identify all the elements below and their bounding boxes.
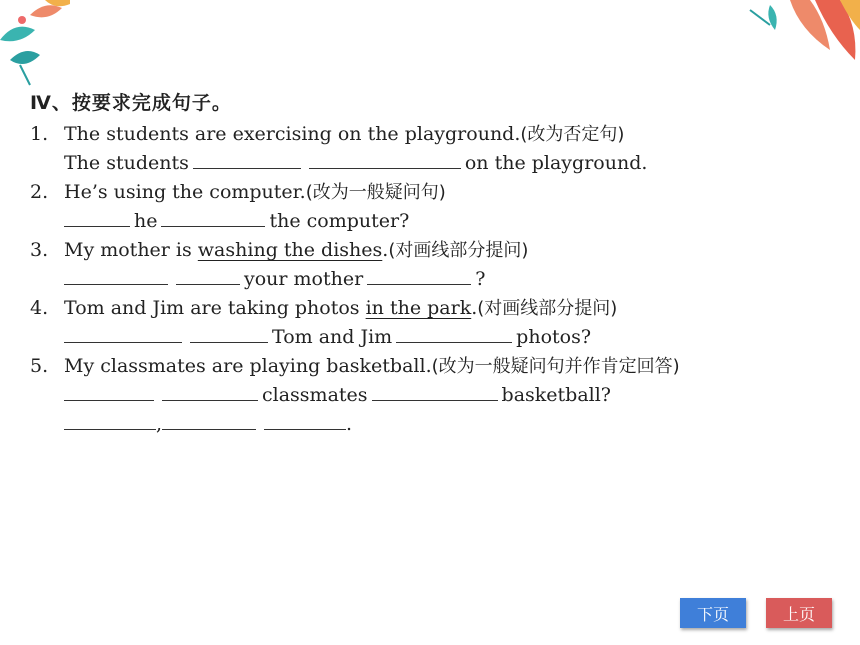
- answer-blank[interactable]: [367, 266, 471, 285]
- question-sentence-end: .: [471, 297, 478, 319]
- answer-blank[interactable]: [64, 324, 182, 343]
- question-5: [30, 352, 840, 381]
- question-number: 4.: [30, 297, 49, 319]
- answer-blank[interactable]: [372, 382, 498, 401]
- underlined-phrase: washing the dishes: [197, 239, 383, 261]
- question-sentence: My mother is: [64, 239, 198, 261]
- question-2: [30, 178, 840, 207]
- section-title: Ⅳ、按要求完成句子。: [30, 92, 232, 114]
- answer-text: on the playground.: [464, 152, 648, 174]
- answer-blank[interactable]: [64, 208, 130, 227]
- reply-line-5: [30, 410, 840, 439]
- answer-blank[interactable]: [162, 382, 258, 401]
- underlined-phrase: in the park: [365, 297, 472, 319]
- leaf-decoration-right: [730, 0, 860, 70]
- answer-blank[interactable]: [190, 324, 268, 343]
- reply-end: .: [346, 413, 353, 435]
- question-instruction: (对画线部分提问): [388, 240, 529, 261]
- question-number: 1.: [30, 123, 49, 145]
- answer-text: The students: [64, 152, 189, 174]
- question-sentence-end: .: [382, 239, 389, 261]
- exercise-section: [30, 90, 840, 439]
- answer-text: basketball?: [501, 384, 611, 406]
- answer-text: he: [134, 210, 158, 232]
- answer-text: the computer?: [269, 210, 410, 232]
- question-instruction: (改为一般疑问句): [305, 182, 446, 203]
- answer-blank[interactable]: [309, 150, 461, 169]
- answer-line-2: [30, 207, 840, 236]
- answer-blank[interactable]: [64, 411, 156, 430]
- answer-line-5: [30, 381, 840, 410]
- answer-text: classmates: [262, 384, 368, 406]
- question-number: 5.: [30, 355, 49, 377]
- question-sentence: Tom and Jim are taking photos: [64, 297, 366, 319]
- answer-blank[interactable]: [64, 382, 154, 401]
- answer-blank[interactable]: [396, 324, 512, 343]
- answer-blank[interactable]: [264, 411, 346, 430]
- answer-text: ?: [475, 268, 486, 290]
- answer-text: your mother: [244, 268, 364, 290]
- answer-blank[interactable]: [193, 150, 301, 169]
- leaf-decoration-left: [0, 0, 90, 90]
- question-4: [30, 294, 840, 323]
- question-3: [30, 236, 840, 265]
- previous-page-button[interactable]: 上页: [766, 598, 832, 628]
- answer-blank[interactable]: [162, 411, 256, 430]
- question-sentence: My classmates are playing basketball.: [64, 355, 432, 377]
- reply-separator: ,: [156, 413, 163, 435]
- answer-line-3: [30, 265, 840, 294]
- answer-line-1: [30, 149, 840, 178]
- answer-line-4: [30, 323, 840, 352]
- question-1: [30, 120, 840, 149]
- answer-text: photos?: [516, 326, 592, 348]
- answer-blank[interactable]: [161, 208, 265, 227]
- question-number: 2.: [30, 181, 49, 203]
- question-sentence: He’s using the computer.: [64, 181, 306, 203]
- answer-text: Tom and Jim: [272, 326, 393, 348]
- question-number: 3.: [30, 239, 49, 261]
- question-instruction: (改为否定句): [520, 124, 625, 145]
- next-page-button[interactable]: 下页: [680, 598, 746, 628]
- question-sentence: The students are exercising on the playground.: [64, 123, 521, 145]
- question-instruction: (改为一般疑问句并作肯定回答): [431, 356, 680, 377]
- question-instruction: (对画线部分提问): [477, 298, 618, 319]
- answer-blank[interactable]: [176, 266, 240, 285]
- answer-blank[interactable]: [64, 266, 168, 285]
